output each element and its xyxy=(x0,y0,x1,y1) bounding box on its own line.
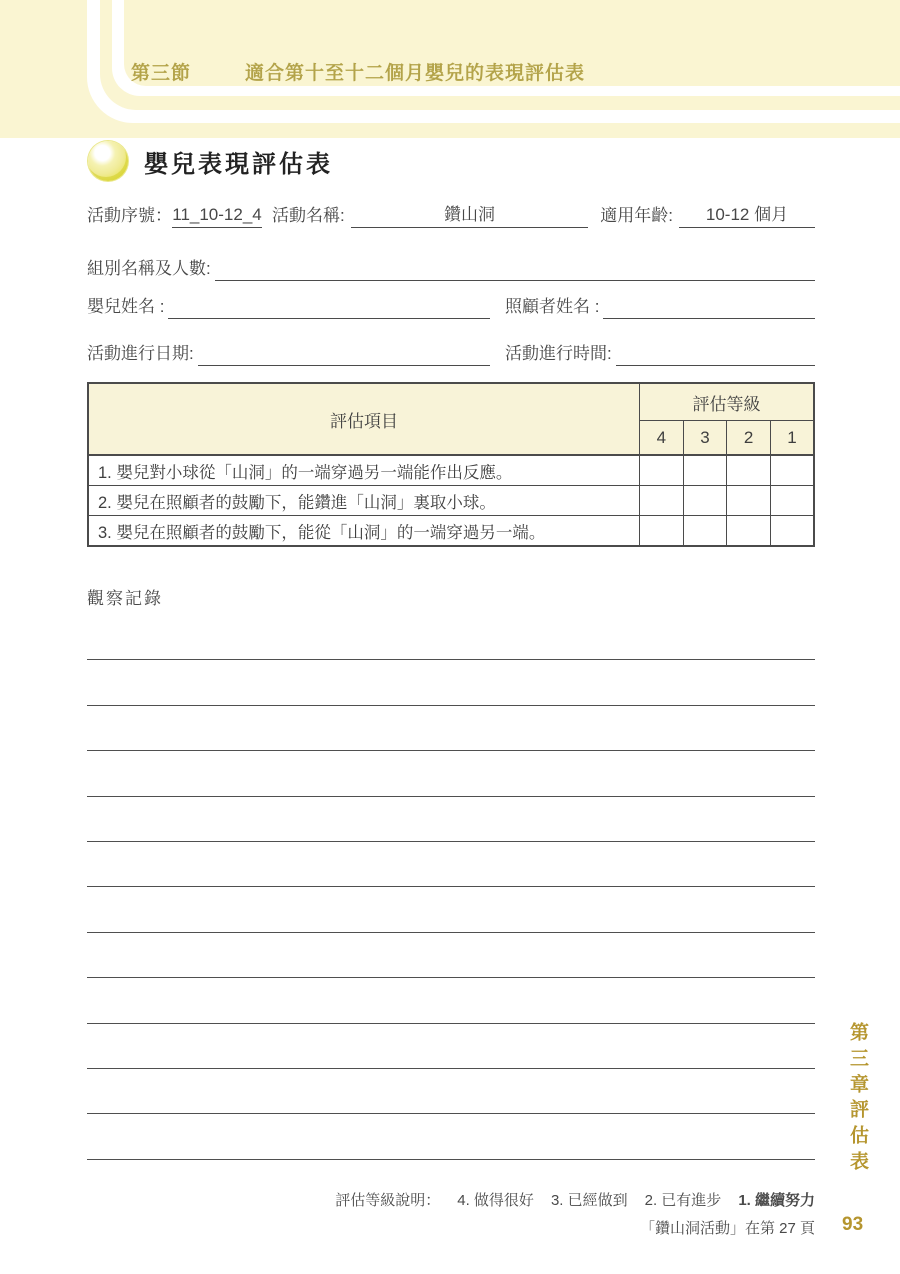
writing-line xyxy=(87,933,815,978)
legend-items xyxy=(457,1189,815,1210)
date-group xyxy=(87,341,490,366)
group-field xyxy=(215,256,815,281)
date-field xyxy=(198,341,490,366)
form-row-activity xyxy=(87,203,815,228)
writing-line xyxy=(87,615,815,660)
date-label: 活動進行日期: xyxy=(87,344,194,363)
yellow-ball-icon xyxy=(88,141,128,181)
document-title-row xyxy=(88,141,333,181)
page-title: 嬰兒表現評估表 xyxy=(144,150,333,178)
section-header xyxy=(131,58,585,85)
section-number: 第三節 xyxy=(131,63,192,84)
writing-line xyxy=(87,842,815,887)
infant-name-field xyxy=(168,294,490,319)
form-row-group xyxy=(87,256,815,281)
writing-line xyxy=(87,797,815,842)
legend-item: 1. 繼續努力 xyxy=(738,1192,815,1209)
score-cell xyxy=(640,516,684,547)
grade-col-header: 1 xyxy=(770,421,814,456)
writing-line xyxy=(87,706,815,751)
assessment-item: 3. 嬰兒在照顧者的鼓勵下，能從「山洞」的一端穿過另一端。 xyxy=(88,516,640,547)
score-cell xyxy=(770,455,814,486)
legend-label: 評估等級說明： xyxy=(335,1192,441,1209)
grade-col-header: 3 xyxy=(683,421,727,456)
caregiver-name-group xyxy=(505,294,815,319)
grade-col-header: 4 xyxy=(640,421,684,456)
page-number: 93 xyxy=(842,1214,864,1235)
score-cell xyxy=(683,486,727,516)
activity-name-field: 鑽山洞 xyxy=(351,203,589,228)
assessment-table xyxy=(87,382,815,547)
score-cell xyxy=(727,455,771,486)
writing-line xyxy=(87,887,815,932)
assessment-table-body xyxy=(88,383,814,546)
activity-no-field: 11_10-12_4 xyxy=(172,203,262,228)
table-row xyxy=(88,486,814,516)
score-cell xyxy=(640,486,684,516)
score-cell xyxy=(683,516,727,547)
writing-line xyxy=(87,660,815,705)
sidebar-chapter-label: 第三章 xyxy=(847,1022,868,1100)
score-cell xyxy=(640,455,684,486)
writing-line xyxy=(87,1069,815,1114)
activity-reference: 「鑽山洞活動」在第 27 頁 xyxy=(639,1220,815,1237)
item-column-header: 評估項目 xyxy=(88,383,640,455)
writing-line xyxy=(87,978,815,1023)
legend-item: 4. 做得很好 xyxy=(457,1192,534,1209)
activity-name-label: 活動名稱: xyxy=(272,206,345,225)
form-row-datetime xyxy=(87,341,815,366)
table-row xyxy=(88,516,814,547)
activity-no-label: 活動序號： xyxy=(87,206,172,225)
infant-name-group xyxy=(87,294,490,319)
caregiver-label: 照顧者姓名 : xyxy=(505,297,600,316)
assessment-item: 1. 嬰兒對小球從「山洞」的一端穿過另一端能作出反應。 xyxy=(88,455,640,486)
page-header-band xyxy=(0,0,900,138)
age-label: 適用年齡: xyxy=(600,206,673,225)
score-cell xyxy=(727,516,771,547)
writing-line xyxy=(87,1024,815,1069)
time-field xyxy=(616,341,815,366)
score-cell xyxy=(770,486,814,516)
grade-col-header: 2 xyxy=(727,421,771,456)
score-cell xyxy=(727,486,771,516)
legend-item: 2. 已有進步 xyxy=(644,1192,722,1209)
grade-legend xyxy=(335,1189,815,1210)
time-label: 活動進行時間: xyxy=(505,344,612,363)
age-field: 10-12 個月 xyxy=(679,203,815,228)
score-cell xyxy=(683,455,727,486)
table-header-row xyxy=(88,383,814,421)
table-row xyxy=(88,455,814,486)
infant-name-label: 嬰兒姓名 : xyxy=(87,297,165,316)
writing-line xyxy=(87,1114,815,1159)
legend-item: 3. 已經做到 xyxy=(550,1192,628,1209)
group-label: 組別名稱及人數: xyxy=(87,259,211,278)
time-group xyxy=(505,341,815,366)
grade-column-header: 評估等級 xyxy=(640,383,815,421)
score-cell xyxy=(770,516,814,547)
observation-label: 觀察記錄 xyxy=(87,589,163,608)
caregiver-field xyxy=(603,294,815,319)
form-row-names xyxy=(87,294,815,319)
assessment-item: 2. 嬰兒在照顧者的鼓勵下，能鑽進「山洞」裏取小球。 xyxy=(88,486,640,516)
writing-line xyxy=(87,751,815,796)
observation-lines xyxy=(87,615,815,1160)
section-title: 適合第十至十二個月嬰兒的表現評估表 xyxy=(245,63,586,84)
sidebar-section-label: 評估表 xyxy=(847,1099,868,1177)
